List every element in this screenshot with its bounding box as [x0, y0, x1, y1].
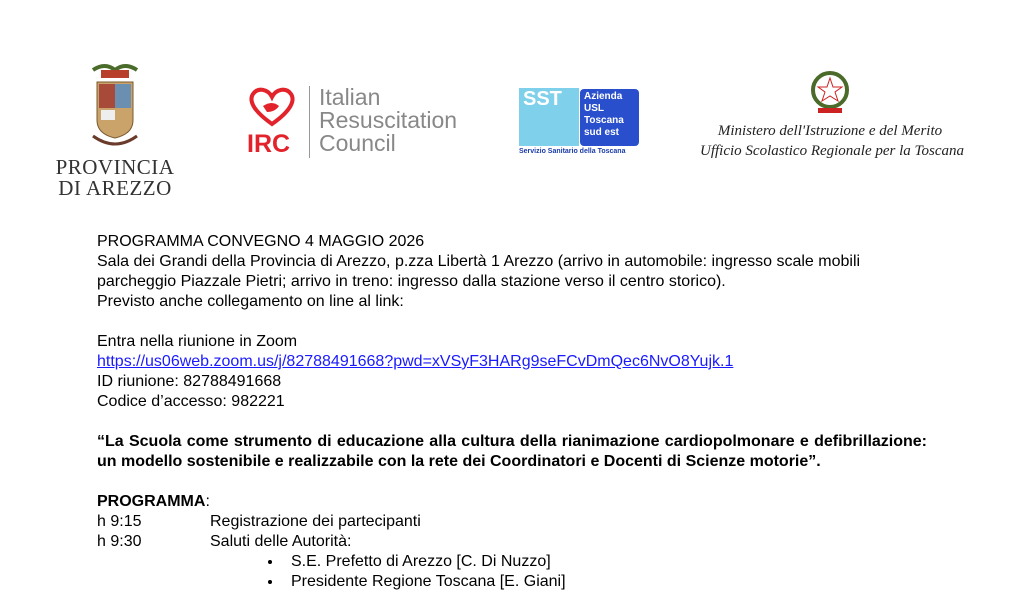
schedule-time: h 9:30 [97, 533, 142, 550]
online-text: Previsto anche collegamento on line al link: [97, 293, 404, 310]
irc-abbr: IRC [247, 130, 291, 158]
list-item: • Presidente Regione Toscana [E. Giani] [283, 572, 927, 592]
schedule-row [97, 532, 927, 552]
logo-text: Azienda [584, 91, 623, 102]
page-title: PROGRAMMA CONVEGNO 4 MAGGIO 2026 [97, 233, 425, 250]
logo-text: Ufficio Scolastico Regionale per la Toscana [700, 143, 965, 159]
logo-text: Resuscitation [319, 107, 458, 133]
sst-badge [519, 88, 579, 146]
irc-logo [247, 86, 472, 158]
logo-text: Toscana [584, 115, 624, 126]
italian-emblem-icon [808, 70, 852, 116]
schedule-row [97, 512, 927, 532]
logo-text: USL [584, 103, 604, 114]
usl-toscana-logo [519, 88, 641, 158]
passcode: Codice d’accesso: 982221 [97, 393, 285, 410]
logo-text: PROVINCIA [55, 155, 175, 179]
programma-heading: PROGRAMMA [97, 493, 206, 510]
schedule-time: h 9:15 [97, 513, 142, 530]
logo-text: Servizio Sanitario della Toscana [519, 148, 626, 155]
list-item: • S.E. Prefetto di Arezzo [C. Di Nuzzo] [283, 552, 927, 572]
schedule-item: Registrazione dei partecipanti [210, 513, 421, 530]
coat-of-arms-icon [87, 62, 143, 152]
logo-text: Ministero dell'Istruzione e del Merito [717, 123, 943, 139]
heart-hand-icon [247, 86, 297, 128]
conference-title: “La Scuola come strumento di educazione alla cultura della rianimazione cardiopolmonare e defibrillazione: un modello sostenibile e realizzabile con la rete dei Coordinatori e Docenti di Scienze motorie”. [97, 433, 927, 470]
venue-text: Sala dei Grandi della Provincia di Arezzo, p.zza Libertà 1 Arezzo (arrivo in automobile: ingresso scale mobili parcheggio Piazzale Pietri; arrivo in treno: ingresso dalla stazione verso il centro storico). [97, 253, 861, 290]
logo-text: Italian [319, 84, 381, 110]
meeting-id: ID riunione: 82788491668 [97, 373, 282, 390]
authorities-list [97, 552, 927, 592]
ministero-logo [700, 70, 965, 161]
logo-text: Council [319, 130, 396, 156]
zoom-link[interactable]: https://us06web.zoom.us/j/82788491668?pwd=xVSyF3HARg9seFCvDmQec6NvO8Yujk.1 [97, 353, 734, 370]
divider [309, 86, 310, 158]
logo-text: DI AREZZO [58, 176, 172, 200]
usl-box [580, 89, 639, 146]
zoom-label: Entra nella riunione in Zoom [97, 333, 298, 350]
provincia-arezzo-logo [55, 62, 175, 199]
schedule-item: Saluti delle Autorità: [210, 533, 352, 550]
logo-text: sud est [584, 127, 620, 138]
colon: : [205, 493, 210, 510]
logo-text: SST [523, 88, 562, 110]
document-body [97, 232, 927, 592]
